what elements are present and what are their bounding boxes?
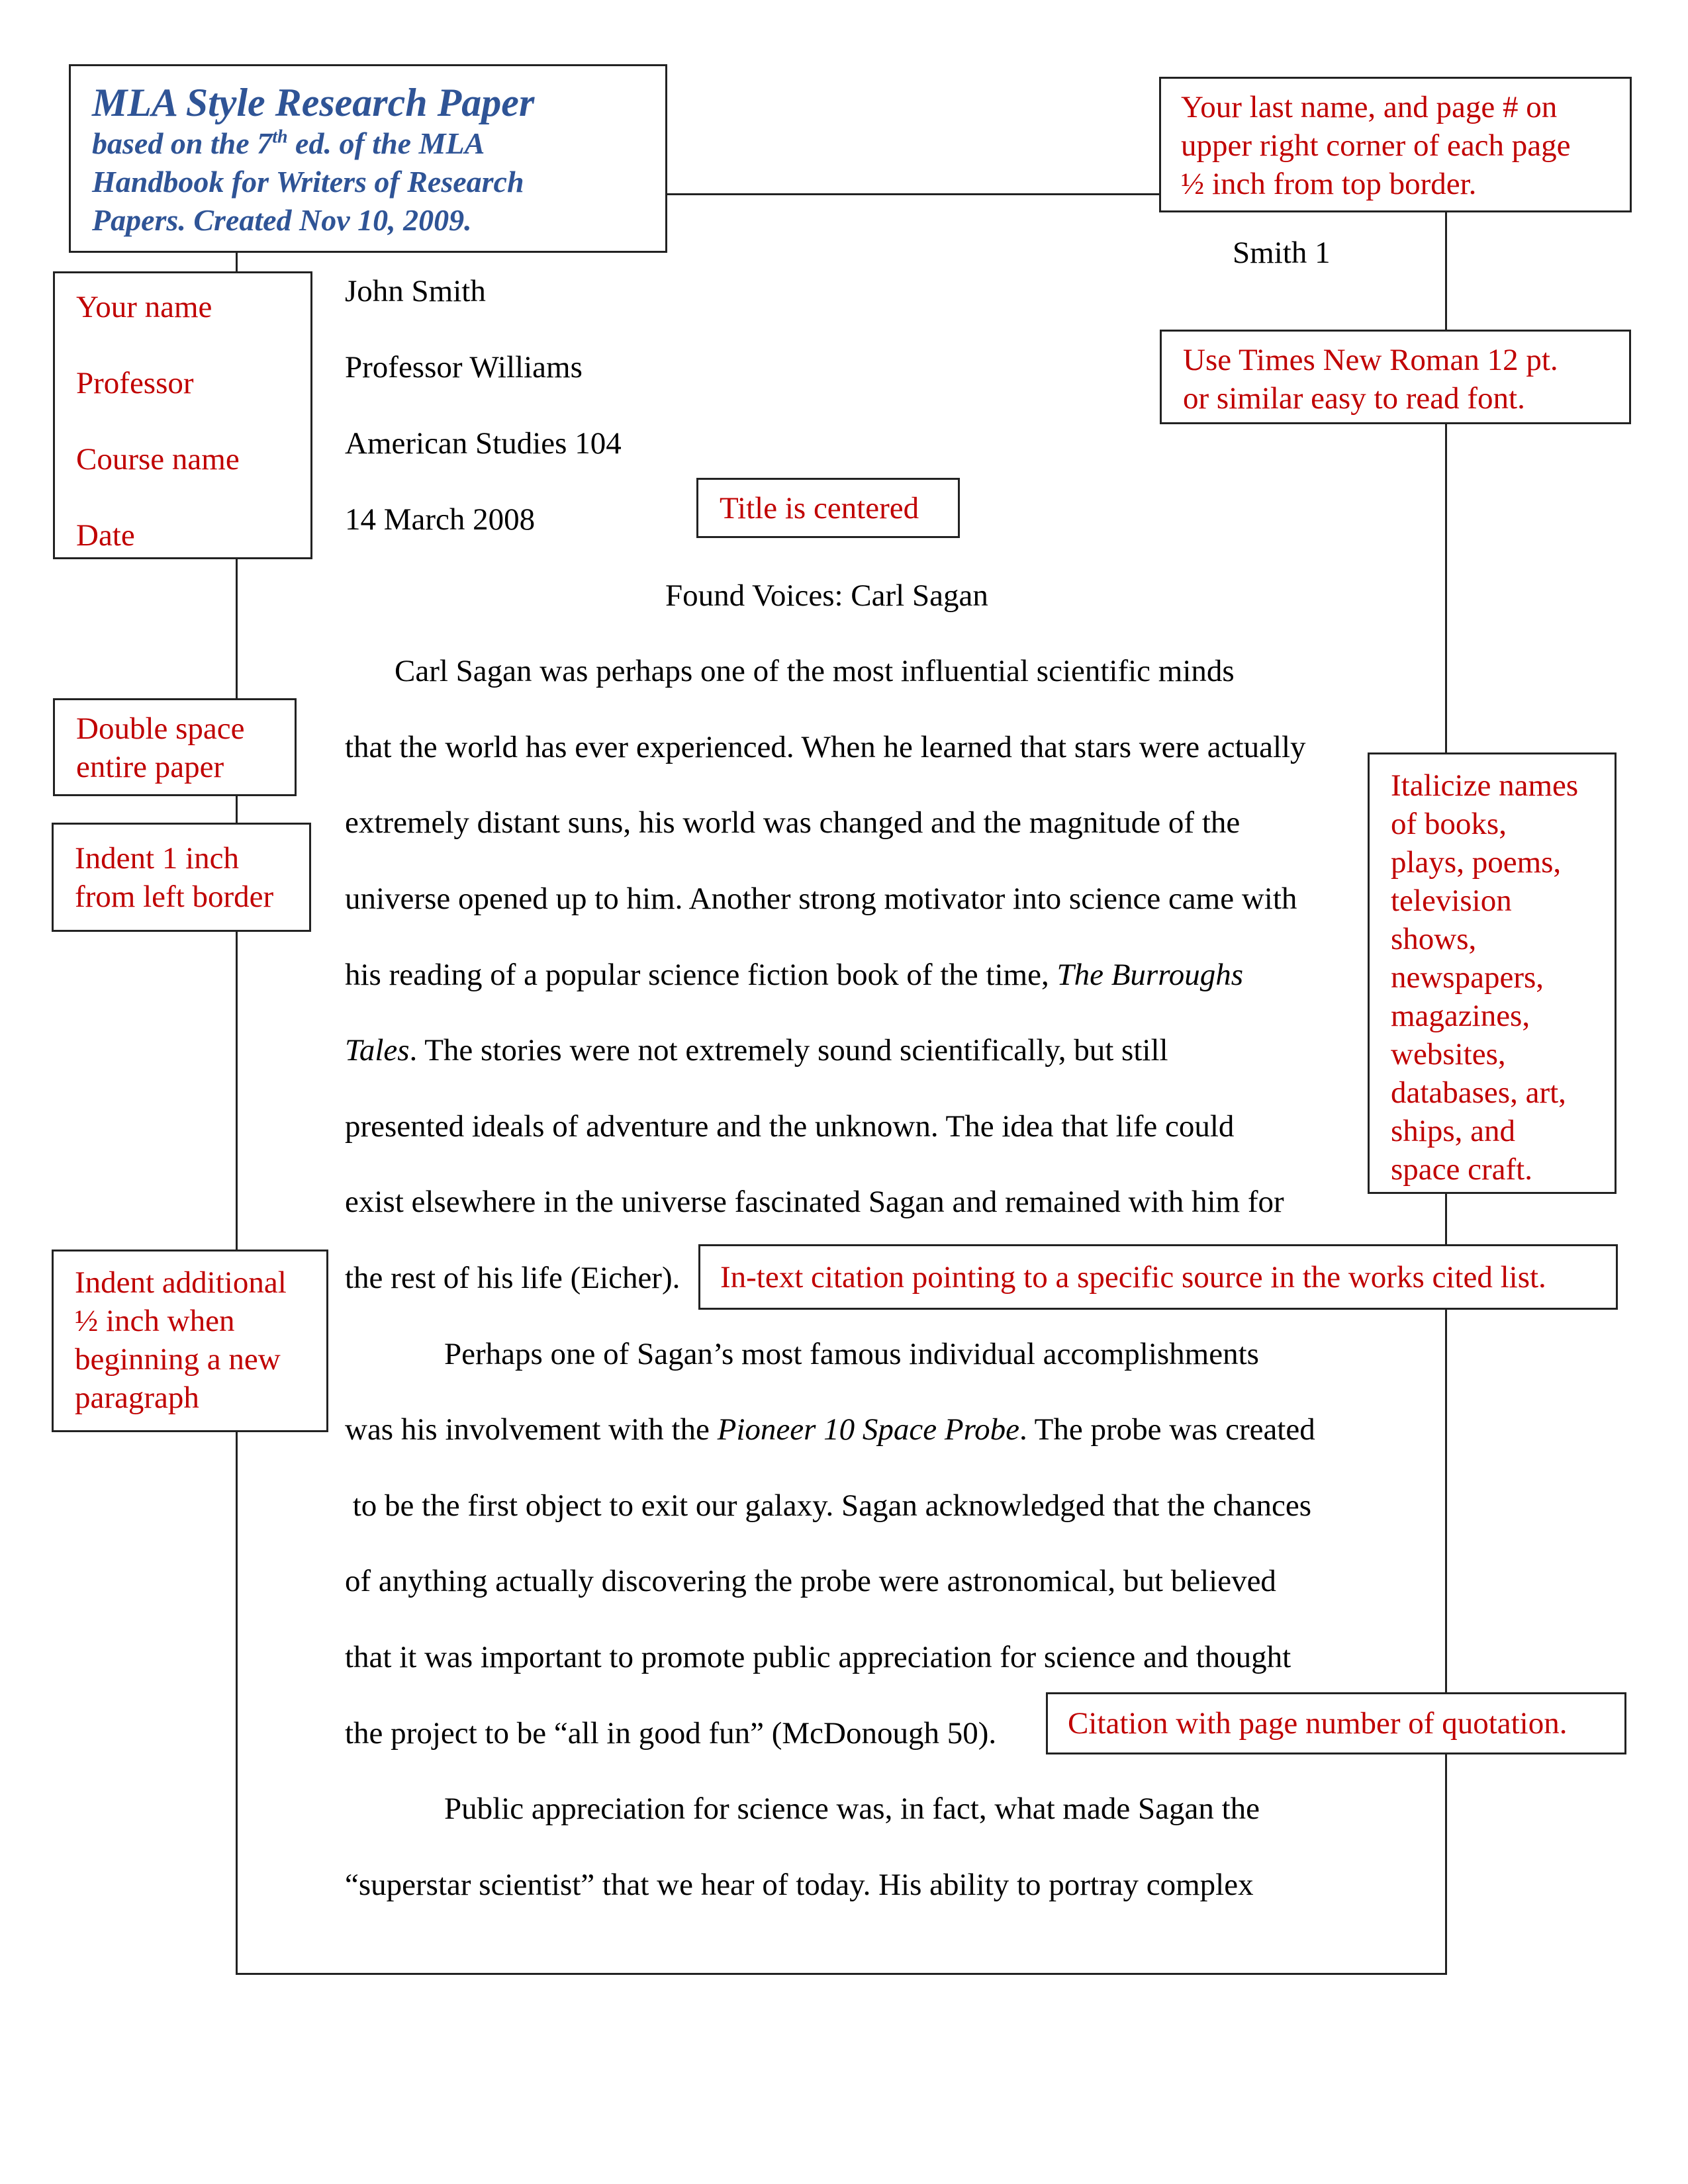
body-line-17: “superstar scientist” that we hear of today. His ability to portray complex: [345, 1868, 1254, 1902]
probe-name-italic: Pioneer 10 Space Probe: [717, 1412, 1019, 1447]
heading-professor: Professor Williams: [345, 350, 583, 385]
body-line-5: his reading of a popular science fiction book of the time, The Burroughs: [345, 958, 1244, 992]
body-line-8: exist elsewhere in the universe fascinated Sagan and remained with him for: [345, 1185, 1284, 1219]
heading-name: John Smith: [345, 274, 486, 308]
indent-paragraph-note: Indent additional ½ inch when beginning a new paragraph: [52, 1250, 328, 1432]
page-citation-note: Citation with page number of quotation.: [1046, 1692, 1626, 1754]
title-centered-note: Title is centered: [696, 478, 960, 538]
body-line-16: Public appreciation for science was, in fact, what made Sagan the: [444, 1792, 1260, 1826]
top-connector-line: [666, 193, 1160, 195]
heading-course: American Studies 104: [345, 426, 622, 461]
label-your-name: Your name: [76, 290, 212, 324]
label-date: Date: [76, 518, 135, 553]
body-line-2: that the world has ever experienced. When he learned that stars were actually: [345, 730, 1306, 764]
body-line-15: the project to be “all in good fun” (McDonough 50).: [345, 1716, 997, 1751]
paper-title: Found Voices: Carl Sagan: [665, 578, 988, 613]
body-line-14: that it was important to promote public appreciation for science and thought: [345, 1640, 1291, 1674]
heading-date: 14 March 2008: [345, 502, 536, 537]
body-line-11: was his involvement with the Pioneer 10 Space Probe. The probe was created: [345, 1412, 1315, 1447]
double-space-note: Double space entire paper: [53, 698, 297, 796]
in-text-citation-note: In-text citation pointing to a specific source in the works cited list.: [698, 1244, 1618, 1310]
mla-title-heading: MLA Style Research Paper: [92, 81, 535, 124]
body-line-1: Carl Sagan was perhaps one of the most influential scientific minds: [395, 654, 1235, 688]
label-course-name: Course name: [76, 442, 240, 477]
body-line-7: presented ideals of adventure and the unknown. The idea that life could: [345, 1109, 1235, 1144]
mla-title-line2: Handbook for Writers of Research: [92, 165, 524, 199]
label-professor: Professor: [76, 366, 194, 400]
running-head: Smith 1: [1233, 236, 1331, 270]
body-line-12: to be the first object to exit our galaxy. Sagan acknowledged that the chances: [345, 1488, 1311, 1523]
page-number-note: Your last name, and page # on upper right corner of each page ½ inch from top border.: [1159, 77, 1632, 212]
bottom-border-line: [236, 1973, 1447, 1975]
mla-title-edition: based on the 7th ed. of the MLA: [92, 126, 485, 160]
mla-title-line3: Papers. Created Nov 10, 2009.: [92, 203, 472, 237]
body-line-10: Perhaps one of Sagan’s most famous individual accomplishments: [444, 1337, 1259, 1371]
heading-labels-note: [53, 271, 312, 559]
body-line-13: of anything actually discovering the probe were astronomical, but believed: [345, 1564, 1276, 1598]
font-note: Use Times New Roman 12 pt. or similar easy to read font.: [1160, 330, 1631, 424]
body-line-6: Tales. The stories were not extremely sound scientifically, but still: [345, 1033, 1168, 1068]
body-line-3: extremely distant suns, his world was changed and the magnitude of the: [345, 805, 1241, 840]
book-title-italic: The Burroughs: [1056, 958, 1244, 992]
italicize-note: Italicize names of books, plays, poems, television shows, newspapers, magazines, websites, databases, art, ships, and space craft.: [1368, 752, 1617, 1194]
mla-title-box: [69, 64, 667, 253]
indent-left-note: Indent 1 inch from left border: [52, 823, 311, 932]
body-line-9: the rest of his life (Eicher).: [345, 1261, 680, 1295]
body-line-4: universe opened up to him. Another strong motivator into science came with: [345, 882, 1297, 916]
